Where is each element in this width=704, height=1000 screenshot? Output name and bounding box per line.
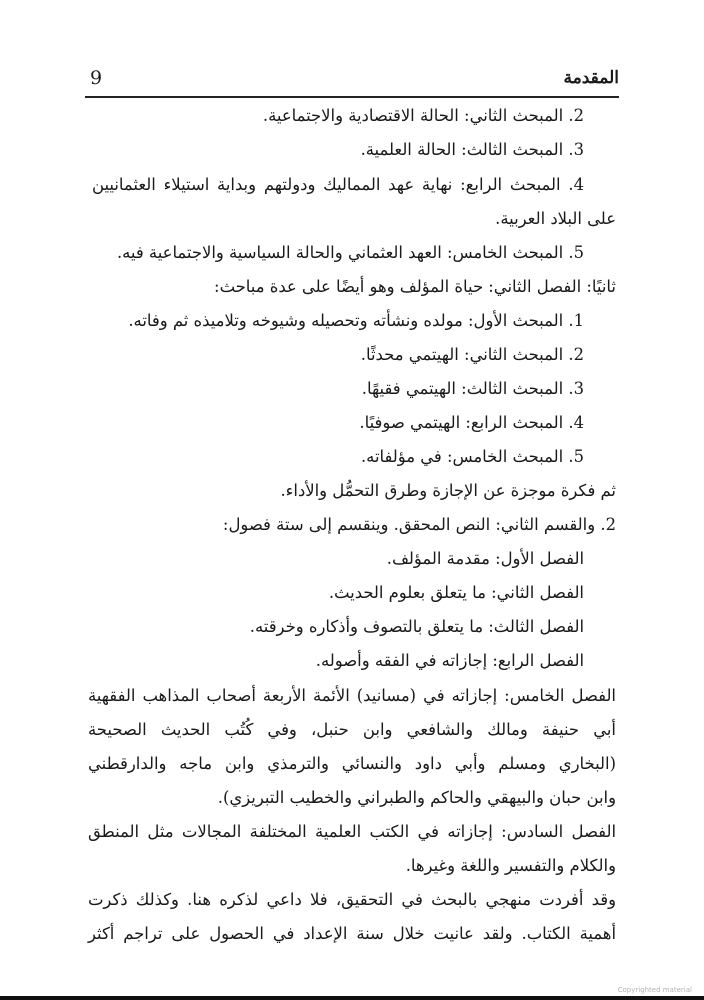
text-line: ثم فكرة موجزة عن الإجازة وطرق التحمُّل والأداء. — [280, 481, 616, 500]
bottom-edge-bar — [0, 996, 704, 1000]
text-line: أهمية الكتاب. ولقد عانيت خلال سنة الإعداد في الحصول على تراجم أكثر — [88, 924, 616, 943]
text-line: وقد أفردت منهجي بالبحث في التحقيق، فلا داعي لذكره هنا. وكذلك ذكرت — [88, 890, 616, 909]
text-line: على البلاد العربية. — [495, 209, 616, 228]
text-line: 5. المبحث الخامس: العهد العثماني والحالة السياسية والاجتماعية فيه. — [116, 243, 584, 262]
text-line: وابن حبان والبيهقي والحاكم والطبراني والخطيب التبريزي). — [217, 788, 616, 807]
text-line: 3. المبحث الثالث: الهيتمي فقيهًا. — [361, 379, 584, 398]
text-line: 2. المبحث الثاني: الهيتمي محدثًا. — [360, 345, 584, 364]
text-line: ثانيًا: الفصل الثاني: حياة المؤلف وهو أيضًا على عدة مباحث: — [214, 277, 616, 296]
header-rule — [85, 96, 619, 98]
copyright-watermark: Copyrighted material — [617, 986, 692, 994]
page-header — [90, 66, 619, 96]
text-line: 1. المبحث الأول: مولده ونشأته وتحصيله وشيوخه وتلاميذه ثم وفاته. — [128, 311, 584, 330]
text-line: الفصل الثاني: ما يتعلق بعلوم الحديث. — [328, 583, 584, 602]
text-line: الفصل الخامس: إجازاته في (مسانيد) الأئمة الأربعة أصحاب المذاهب الفقهية — [88, 686, 616, 705]
text-line: الفصل الثالث: ما يتعلق بالتصوف وأذكاره وخرقته. — [249, 617, 584, 636]
text-line: أبي حنيفة ومالك والشافعي وابن حنبل، وفي كُتُب الحديث الصحيحة — [88, 720, 616, 739]
text-line: 5. المبحث الخامس: في مؤلفاته. — [360, 447, 584, 466]
text-line: الفصل السادس: إجازاته في الكتب العلمية المختلفة المجالات مثل المنطق — [88, 822, 616, 841]
section-title: المقدمة — [563, 68, 619, 88]
text-line: الفصل الرابع: إجازاته في الفقه وأصوله. — [315, 651, 584, 670]
text-line: 3. المبحث الثالث: الحالة العلمية. — [360, 140, 584, 159]
page-number: 9 — [90, 67, 103, 89]
text-line: (البخاري ومسلم وأبي داود والنسائي والترمذي وابن ماجه والدارقطني — [88, 754, 616, 773]
text-line: 2. المبحث الثاني: الحالة الاقتصادية والاجتماعية. — [262, 106, 584, 125]
text-line: الفصل الأول: مقدمة المؤلف. — [386, 549, 584, 568]
text-line: والكلام والتفسير واللغة وغيرها. — [405, 856, 616, 875]
text-line: 4. المبحث الرابع: الهيتمي صوفيًا. — [359, 413, 584, 432]
text-line: 4. المبحث الرابع: نهاية عهد المماليك ودولتهم وبداية استيلاء العثمانيين — [92, 175, 584, 194]
text-line: 2. والقسم الثاني: النص المحقق. وينقسم إلى ستة فصول: — [222, 515, 616, 534]
